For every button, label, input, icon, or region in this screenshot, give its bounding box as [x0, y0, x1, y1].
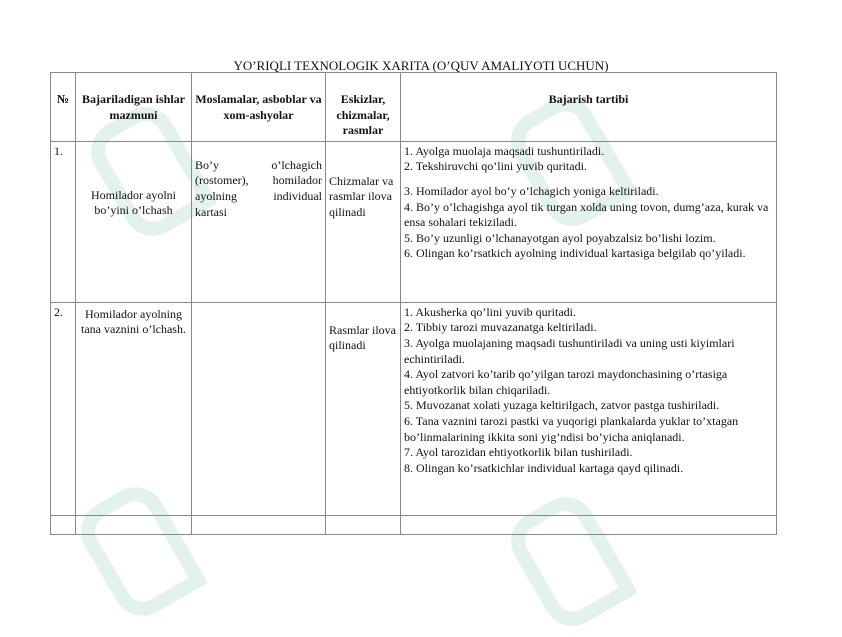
header-tools: Moslamalar, asboblar va xom-ashyolar [192, 73, 326, 142]
procedure-step: 1. Akusherka qo’lini yuvib quritadi. [404, 304, 576, 319]
row-number: 2. [51, 302, 76, 515]
procedure-step: 3. Ayolga muolajaning maqsadi tushuntiriladi va uning usti kiyimlari echintiriladi. [404, 335, 735, 366]
empty-cell [192, 515, 326, 534]
sketches-text: Chizmalar va rasmlar ilova qilinadi [329, 173, 394, 219]
empty-cell [51, 515, 76, 534]
work-content-text: Homilador ayolni bo’yini o’lchash [91, 187, 176, 218]
document-title: YO’RIQLI TEXNOLOGIK XARITA (O’QUV AMALIYOTI UCHUN) [233, 58, 609, 73]
procedure-step: 8. Olingan ko’rsatkichlar individual kartaga qayd qilinadi. [404, 460, 684, 475]
table-header-row [51, 73, 777, 142]
procedure-step: 6. Olingan ko’rsatkich ayolning individual kartasiga belgilab qo’yiladi. [404, 246, 746, 261]
row-procedure [401, 302, 777, 515]
procedure-step: 1. Ayolga muolaja maqsadi tushuntiriladi. [404, 143, 605, 158]
empty-cell [326, 515, 401, 534]
procedure-step: 2. Tekshiruvchi qo’lini yuvib quritadi. [404, 159, 587, 174]
row-sketches [326, 302, 401, 515]
table-row [51, 302, 777, 515]
header-procedure: Bajarish tartibi [401, 73, 777, 142]
procedure-step: 3. Homilador ayol bo’y o’lchagich yoniga keltiriladi. [404, 183, 659, 198]
row-tools [192, 141, 326, 302]
header-number: № [51, 73, 76, 142]
empty-cell [76, 515, 192, 534]
table-row [51, 141, 777, 302]
row-tools [192, 302, 326, 515]
procedure-step: 4. Bo’y o’lchagishga ayol tik turgan xolda uning tovon, dumg’aza, kurak va ensa sohalari tekiziladi. [404, 199, 769, 230]
empty-cell [401, 515, 777, 534]
tools-text: Bo’y o’lchagich (rostomer), homilador ayolning individual kartasi [195, 157, 322, 219]
row-work-content [76, 302, 192, 515]
table-row-empty [51, 515, 777, 534]
procedure-step: 7. Ayol tarozidan ehtiyotkorlik bilan tushiriladi. [404, 445, 633, 460]
procedure-step: 2. Tibbiy tarozi muvazanatga keltiriladi. [404, 320, 597, 335]
header-work-content: Bajariladigan ishlar mazmuni [76, 73, 192, 142]
header-sketches: Eskizlar, chizmalar, rasmlar [326, 73, 401, 142]
row-procedure [401, 141, 777, 302]
work-content-text: Homilador ayolning tana vaznini o’lchash. [81, 306, 186, 337]
procedure-step: 6. Tana vaznini tarozi pastki va yuqorigi plankalarda yuklar to’xtagan bo’linmalarining ikkita soni yig’ndisi bo’yicha aniqlanadi. [404, 413, 739, 444]
sketches-text: Rasmlar ilova qilinadi [329, 322, 396, 353]
row-number: 1. [51, 141, 76, 302]
procedure-step: 5. Bo’y uzunligi o’lchanayotgan ayol poyabzalsiz bo’lishi lozim. [404, 230, 716, 245]
procedure-step: 4. Ayol zatvori ko’tarib qo’yilgan tarozi maydonchasining o’rtasiga ehtiyotkorlik bilan chiqariladi. [404, 367, 728, 397]
procedure-step: 5. Muvozanat xolati yuzaga keltirilgach, zatvor pastga tushiriladi. [404, 398, 720, 413]
technology-map-table [50, 72, 777, 535]
row-work-content [76, 141, 192, 302]
row-sketches [326, 141, 401, 302]
